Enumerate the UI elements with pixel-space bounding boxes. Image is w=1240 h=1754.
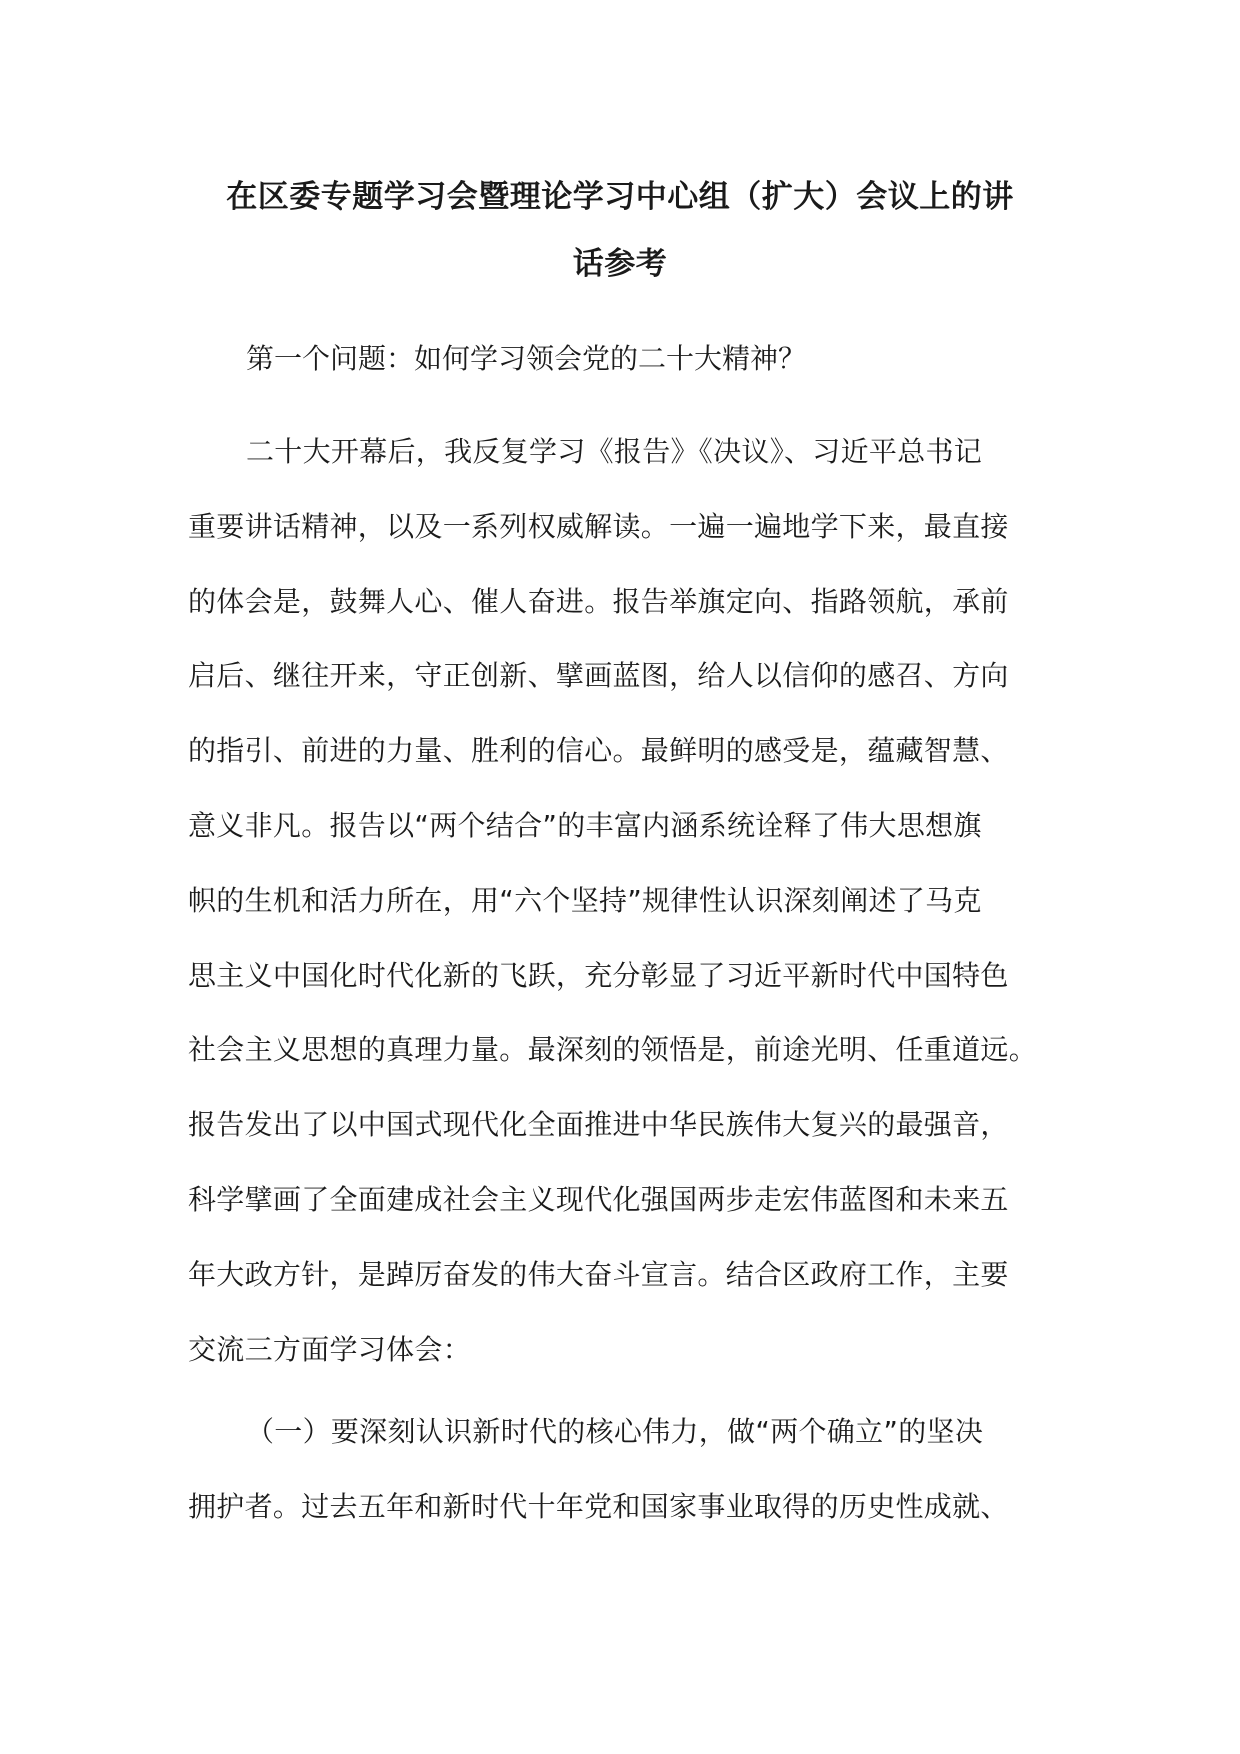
paragraph-1-line: 的体会是，鼓舞人心、催人奋进。报告举旗定向、指路领航，承前 — [188, 584, 1009, 618]
paragraph-1-line: 年大政方针，是踔厉奋发的伟大奋斗宣言。结合区政府工作，主要 — [188, 1257, 1009, 1291]
paragraph-2 — [188, 1395, 1052, 1545]
paragraph-1-line: 意义非凡。报告以“两个结合”的丰富内涵系统诠释了伟大思想旗 — [188, 808, 982, 842]
document-title — [188, 0, 1052, 298]
paragraph-1-line: 的指引、前进的力量、胜利的信心。最鲜明的感受是，蕴藏智慧、 — [188, 734, 1009, 768]
paragraph-1-line: 二十大开幕后，我反复学习《报告》《决议》、习近平总书记 — [246, 435, 983, 468]
title-line-2: 话参考 — [572, 246, 668, 282]
paragraph-1-line: 报告发出了以中国式现代化全面推进中华民族伟大复兴的最强音， — [188, 1108, 1009, 1142]
paragraph-1-line: 交流三方面学习体会： — [188, 1332, 472, 1366]
paragraph-1-line: 帜的生机和活力所在，用“六个坚持”规律性认识深刻阐述了马克 — [188, 883, 982, 917]
paragraph-1-line: 思主义中国化时代化新的飞跃，充分彰显了习近平新时代中国特色 — [188, 958, 1009, 992]
paragraph-2-line: 拥护者。过去五年和新时代十年党和国家事业取得的历史性成就、 — [188, 1490, 1009, 1524]
paragraph-1 — [188, 415, 1052, 1387]
document-page — [188, 0, 1052, 1545]
paragraph-1-line: 重要讲话精神，以及一系列权威解读。一遍一遍地学下来，最直接 — [188, 509, 1009, 543]
question-heading: 第一个问题：如何学习领会党的二十大精神？ — [246, 342, 807, 375]
paragraph-1-line: 科学擘画了全面建成社会主义现代化强国两步走宏伟蓝图和未来五 — [188, 1182, 1009, 1216]
paragraph-1-line: 社会主义思想的真理力量。最深刻的领悟是，前途光明、任重道远。 — [188, 1033, 1038, 1067]
paragraph-1-line: 启后、继往开来，守正创新、擘画蓝图，给人以信仰的感召、方向 — [188, 659, 1009, 693]
paragraph-2-line: （一）要深刻认识新时代的核心伟力，做“两个确立”的坚决 — [246, 1415, 984, 1449]
title-line-1: 在区委专题学习会暨理论学习中心组（扩大）会议上的讲 — [226, 179, 1014, 215]
